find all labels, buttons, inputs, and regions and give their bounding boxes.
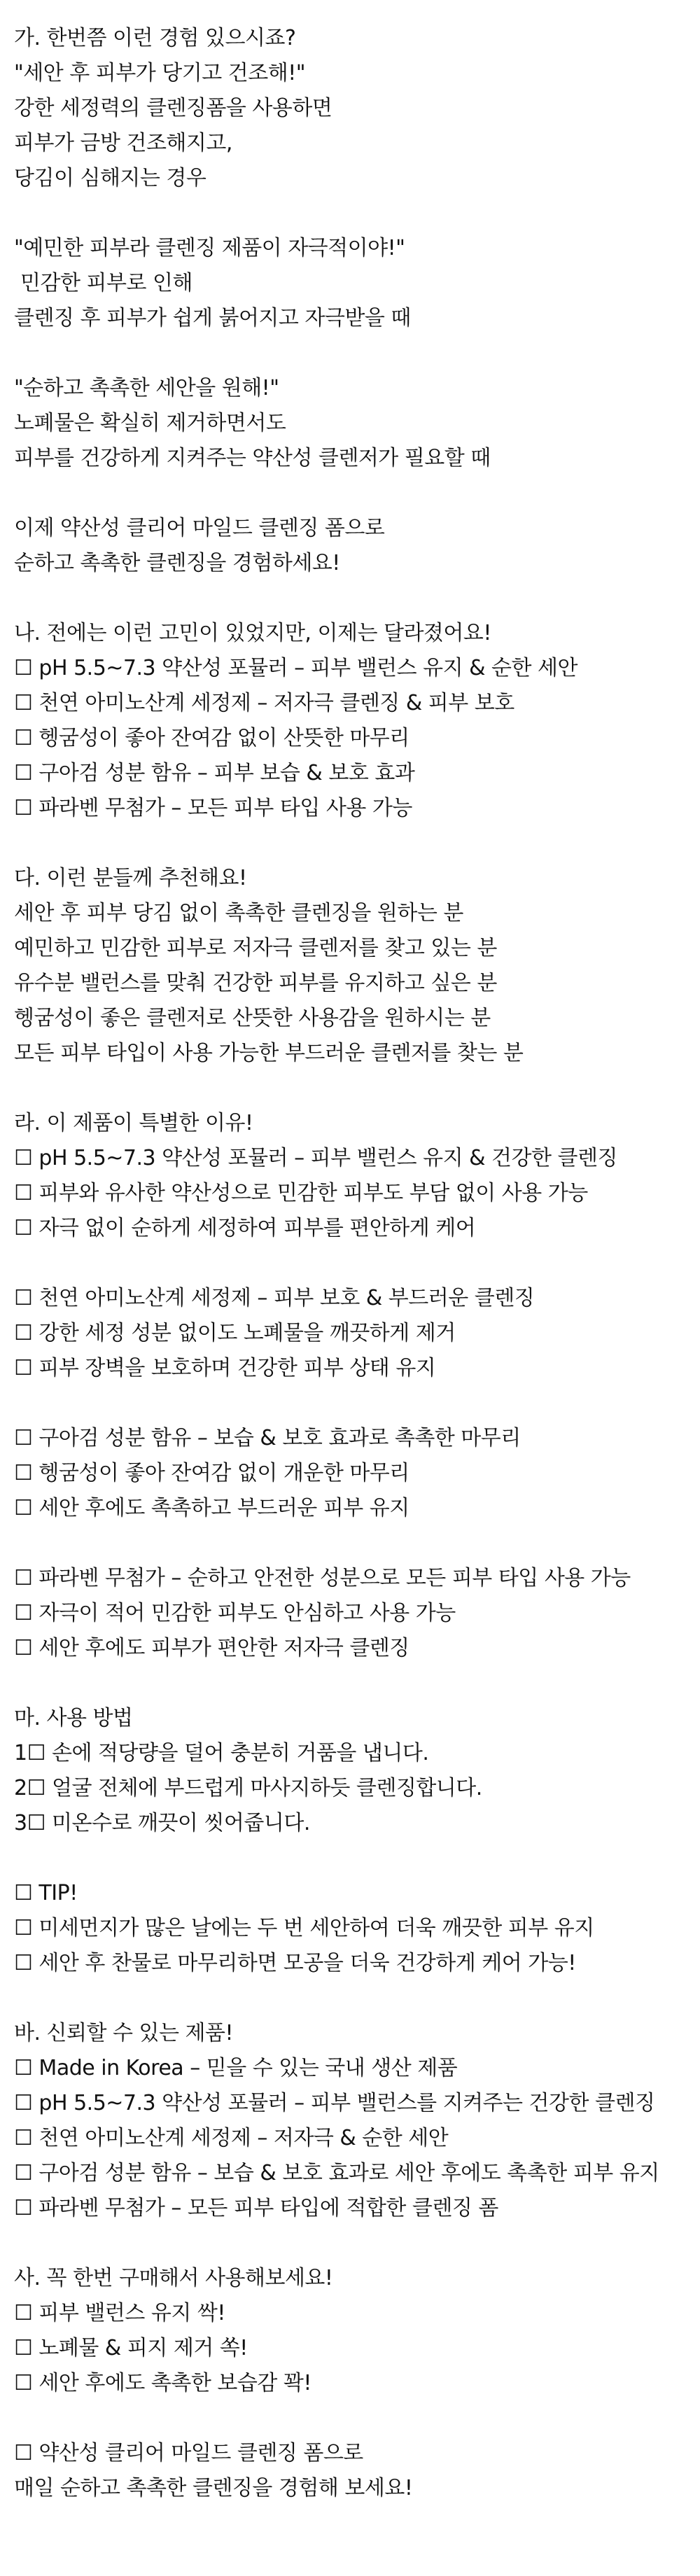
text-section [14, 1106, 686, 1246]
text-section [14, 2016, 686, 2226]
text-section [14, 616, 686, 826]
section-first-line: ☐ TIP! [14, 1881, 78, 1905]
paragraph-spacer [14, 1246, 686, 1281]
text-line: ☐ 노폐물 & 피지 제거 쏙! [14, 2336, 248, 2360]
text-line: ☐ 피부와 유사한 약산성으로 민감한 피부도 부담 없이 사용 가능 [14, 1181, 588, 1205]
text-line: ☐ Made in Korea – 믿을 수 있는 국내 생산 제품 [14, 2056, 458, 2080]
paragraph-spacer [14, 1071, 686, 1106]
text-section [14, 511, 686, 581]
text-line: 세안 후 피부 당김 없이 촉촉한 클렌징을 원하는 분 [14, 901, 463, 925]
text-line: ☐ pH 5.5~7.3 약산성 포뮬러 – 피부 밸런스 유지 & 건강한 클렌징 [14, 1146, 617, 1170]
section-first-line: "예민한 피부라 클렌징 제품이 자극적이야!" [14, 236, 405, 260]
text-line: 강한 세정력의 클렌징폼을 사용하면 [14, 96, 332, 120]
text-line: ☐ 피부 장벽을 보호하며 건강한 피부 상태 유지 [14, 1356, 436, 1380]
text-line: 매일 순하고 촉촉한 클렌징을 경험해 보세요! [14, 2476, 413, 2500]
text-line: ☐ 헹굼성이 좋아 잔여감 없이 산뜻한 마무리 [14, 726, 410, 750]
text-line: ☐ 구아검 성분 함유 – 보습 & 보호 효과로 세안 후에도 촉촉한 피부 유지 [14, 2161, 659, 2185]
product-description-document [14, 21, 686, 2506]
text-section [14, 2436, 686, 2506]
section-first-line: 나. 전에는 이런 고민이 있었지만, 이제는 달라졌어요! [14, 621, 491, 645]
text-line: ☐ 피부 밸런스 유지 싹! [14, 2301, 225, 2325]
text-line: 순하고 촉촉한 클렌징을 경험하세요! [14, 551, 340, 575]
text-section [14, 1421, 686, 1526]
text-line: ☐ 세안 후에도 촉촉하고 부드러운 피부 유지 [14, 1496, 410, 1520]
paragraph-spacer [14, 1386, 686, 1421]
text-line: ☐ 천연 아미노산계 세정제 – 저자극 & 순한 세안 [14, 2126, 449, 2150]
text-section [14, 2261, 686, 2401]
text-section [14, 371, 686, 476]
text-line: 클렌징 후 피부가 쉽게 붉어지고 자극받을 때 [14, 306, 411, 330]
paragraph-spacer [14, 1981, 686, 2016]
text-section [14, 21, 686, 196]
section-first-line: ☐ 구아검 성분 함유 – 보습 & 보호 효과로 촉촉한 마무리 [14, 1426, 521, 1450]
text-line: ☐ 세안 후에도 촉촉한 보습감 꽉! [14, 2371, 312, 2395]
section-first-line: 이제 약산성 클리어 마일드 클렌징 폼으로 [14, 516, 385, 540]
text-line: 예민하고 민감한 피부로 저자극 클렌저를 찾고 있는 분 [14, 936, 497, 960]
text-section [14, 1561, 686, 1666]
text-line: ☐ 세안 후에도 피부가 편안한 저자극 클렌징 [14, 1636, 410, 1660]
section-first-line: ☐ 약산성 클리어 마일드 클렌징 폼으로 [14, 2441, 363, 2465]
paragraph-spacer [14, 196, 686, 231]
text-line: 피부를 건강하게 지켜주는 약산성 클렌저가 필요할 때 [14, 446, 491, 470]
text-line: ☐ 강한 세정 성분 없이도 노폐물을 깨끗하게 제거 [14, 1321, 456, 1345]
text-line: 피부가 금방 건조해지고, [14, 131, 232, 155]
text-line: 헹굼성이 좋은 클렌저로 산뜻한 사용감을 원하시는 분 [14, 1006, 491, 1030]
paragraph-spacer [14, 1526, 686, 1561]
text-line: ☐ pH 5.5~7.3 약산성 포뮬러 – 피부 밸런스를 지켜주는 건강한 클렌징 [14, 2091, 655, 2115]
section-first-line: 라. 이 제품이 특별한 이유! [14, 1111, 253, 1135]
paragraph-spacer [14, 1841, 686, 1876]
text-section [14, 1701, 686, 1841]
text-line: 민감한 피부로 인해 [14, 271, 192, 295]
section-first-line: 가. 한번쯤 이런 경험 있으시죠? [14, 26, 296, 50]
text-line: ☐ 천연 아미노산계 세정제 – 저자극 클렌징 & 피부 보호 [14, 691, 514, 715]
section-first-line: 바. 신뢰할 수 있는 제품! [14, 2021, 234, 2045]
paragraph-spacer [14, 336, 686, 371]
text-line: ☐ 자극 없이 순하게 세정하여 피부를 편안하게 케어 [14, 1216, 476, 1240]
text-line: 2☐ 얼굴 전체에 부드럽게 마사지하듯 클렌징합니다. [14, 1776, 482, 1800]
text-line: ☐ 자극이 적어 민감한 피부도 안심하고 사용 가능 [14, 1601, 456, 1625]
text-line: ☐ pH 5.5~7.3 약산성 포뮬러 – 피부 밸런스 유지 & 순한 세안 [14, 656, 578, 680]
text-line: 노폐물은 확실히 제거하면서도 [14, 411, 286, 435]
text-line: ☐ 미세먼지가 많은 날에는 두 번 세안하여 더욱 깨끗한 피부 유지 [14, 1916, 594, 1940]
text-line: 모든 피부 타입이 사용 가능한 부드러운 클렌저를 찾는 분 [14, 1041, 524, 1065]
text-line: ☐ 파라벤 무첨가 – 모든 피부 타입에 적합한 클렌징 폼 [14, 2196, 498, 2220]
text-section [14, 1281, 686, 1386]
text-section [14, 861, 686, 1071]
text-line: ☐ 세안 후 찬물로 마무리하면 모공을 더욱 건강하게 케어 가능! [14, 1951, 576, 1975]
paragraph-spacer [14, 476, 686, 511]
paragraph-spacer [14, 1666, 686, 1701]
text-line: "세안 후 피부가 당기고 건조해!" [14, 61, 306, 85]
paragraph-spacer [14, 826, 686, 861]
text-line: 당김이 심해지는 경우 [14, 166, 206, 190]
section-first-line: "순하고 촉촉한 세안을 원해!" [14, 376, 279, 400]
text-line: 3☐ 미온수로 깨끗이 씻어줍니다. [14, 1811, 310, 1835]
paragraph-spacer [14, 2226, 686, 2261]
text-line: ☐ 헹굼성이 좋아 잔여감 없이 개운한 마무리 [14, 1461, 410, 1485]
section-first-line: ☐ 천연 아미노산계 세정제 – 피부 보호 & 부드러운 클렌징 [14, 1286, 535, 1310]
text-line: 유수분 밸런스를 맞춰 건강한 피부를 유지하고 싶은 분 [14, 971, 497, 995]
paragraph-spacer [14, 581, 686, 616]
text-line: ☐ 구아검 성분 함유 – 피부 보습 & 보호 효과 [14, 761, 415, 785]
text-section [14, 1876, 686, 1981]
section-first-line: 사. 꼭 한번 구매해서 사용해보세요! [14, 2266, 333, 2290]
text-section [14, 231, 686, 336]
section-first-line: ☐ 파라벤 무첨가 – 순하고 안전한 성분으로 모든 피부 타입 사용 가능 [14, 1566, 631, 1590]
text-line: 1☐ 손에 적당량을 덜어 충분히 거품을 냅니다. [14, 1741, 429, 1765]
section-first-line: 마. 사용 방법 [14, 1706, 133, 1730]
section-first-line: 다. 이런 분들께 추천해요! [14, 866, 247, 890]
text-line: ☐ 파라벤 무첨가 – 모든 피부 타입 사용 가능 [14, 796, 412, 820]
paragraph-spacer [14, 2401, 686, 2436]
